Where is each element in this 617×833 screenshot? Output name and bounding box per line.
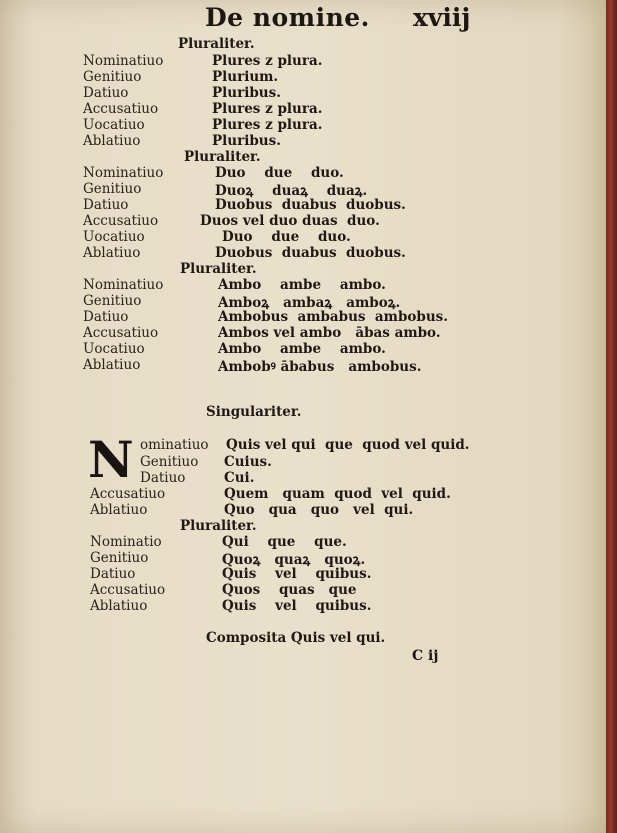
declension-forms: Duoꝝ duaꝝ duaꝝ. <box>215 183 368 199</box>
case-label: Accusatiuo <box>83 213 159 229</box>
case-label: Uocatiuo <box>83 341 145 357</box>
case-label: Ablatiuo <box>83 133 141 149</box>
case-label: Nominatiuo <box>83 277 164 293</box>
case-label: Datiuo <box>83 197 129 213</box>
declension-forms: Duos vel duo duas duo. <box>200 213 380 229</box>
case-label: ominatiuo <box>140 437 209 453</box>
case-label: Uocatiuo <box>83 229 145 245</box>
case-label: Nominatio <box>90 534 162 550</box>
decorated-initial: N <box>88 430 134 489</box>
declension-forms: Quem quam quod vel quid. <box>224 486 451 502</box>
declension-forms: Quo qua quo vel qui. <box>224 502 414 518</box>
declension-forms: Ambos vel ambo ābas ambo. <box>218 325 441 341</box>
case-label: Accusatiuo <box>83 101 159 117</box>
book-edge <box>606 0 617 833</box>
declension-forms: Ambo ambe ambo. <box>218 277 386 293</box>
declension-forms: Duo due duo. <box>222 229 351 245</box>
section-heading: Pluraliter. <box>184 149 261 165</box>
case-label: Datiuo <box>83 85 129 101</box>
case-label: Genitiuo <box>90 550 149 566</box>
declension-forms: Duobus duabus duobus. <box>215 197 406 213</box>
case-label: Uocatiuo <box>83 117 145 133</box>
section-heading: Pluraliter. <box>180 518 257 534</box>
declension-forms: Plures z plura. <box>212 53 323 69</box>
composita-heading: Composita Quis vel qui. <box>206 630 386 646</box>
case-label: Nominatiuo <box>83 53 164 69</box>
case-label: Datiuo <box>83 309 129 325</box>
case-label: Accusatiuo <box>90 486 166 502</box>
declension-forms: Ambo ambe ambo. <box>218 341 386 357</box>
declension-forms: Pluribus. <box>212 85 281 101</box>
case-label: Accusatiuo <box>90 582 166 598</box>
case-label: Genitiuo <box>83 293 142 309</box>
declension-forms: Quis vel qui que quod vel quid. <box>226 437 470 453</box>
section-heading: Pluraliter. <box>180 261 257 277</box>
declension-forms: Ambobꝰ ābabus ambobus. <box>218 359 422 375</box>
declension-forms: Plures z plura. <box>212 117 323 133</box>
case-label: Genitiuo <box>83 181 142 197</box>
case-label: Ablatiuo <box>83 245 141 261</box>
case-label: Genitiuo <box>83 69 142 85</box>
section-heading: Singulariter. <box>206 404 302 420</box>
declension-forms: Duobus duabus duobus. <box>215 245 406 261</box>
declension-forms: Cui. <box>224 470 255 486</box>
running-head: De nomine. <box>205 3 370 32</box>
declension-forms: Cuius. <box>224 454 272 470</box>
case-label: Ablatiuo <box>90 502 148 518</box>
declension-forms: Duo due duo. <box>215 165 344 181</box>
declension-forms: Plures z plura. <box>212 101 323 117</box>
case-label: Accusatiuo <box>83 325 159 341</box>
declension-forms: Amboꝝ ambaꝝ amboꝝ. <box>218 295 401 311</box>
declension-forms: Quis vel quibus. <box>222 598 372 614</box>
case-label: Ablatiuo <box>90 598 148 614</box>
declension-forms: Quos quas que <box>222 582 357 598</box>
declension-forms: Quis vel quibus. <box>222 566 372 582</box>
declension-forms: Qui que que. <box>222 534 347 550</box>
folio-number: xviij <box>413 3 471 32</box>
section-heading: Pluraliter. <box>178 36 255 52</box>
signature-mark: C ij <box>412 648 439 664</box>
case-label: Nominatiuo <box>83 165 164 181</box>
case-label: Genitiuo <box>140 454 199 470</box>
case-label: Ablatiuo <box>83 357 141 373</box>
case-label: Datiuo <box>90 566 136 582</box>
declension-forms: Pluribus. <box>212 133 281 149</box>
declension-forms: Quoꝝ quaꝝ quoꝝ. <box>222 552 366 568</box>
declension-forms: Ambobus ambabus ambobus. <box>218 309 448 325</box>
declension-forms: Plurium. <box>212 69 279 85</box>
case-label: Datiuo <box>140 470 186 486</box>
